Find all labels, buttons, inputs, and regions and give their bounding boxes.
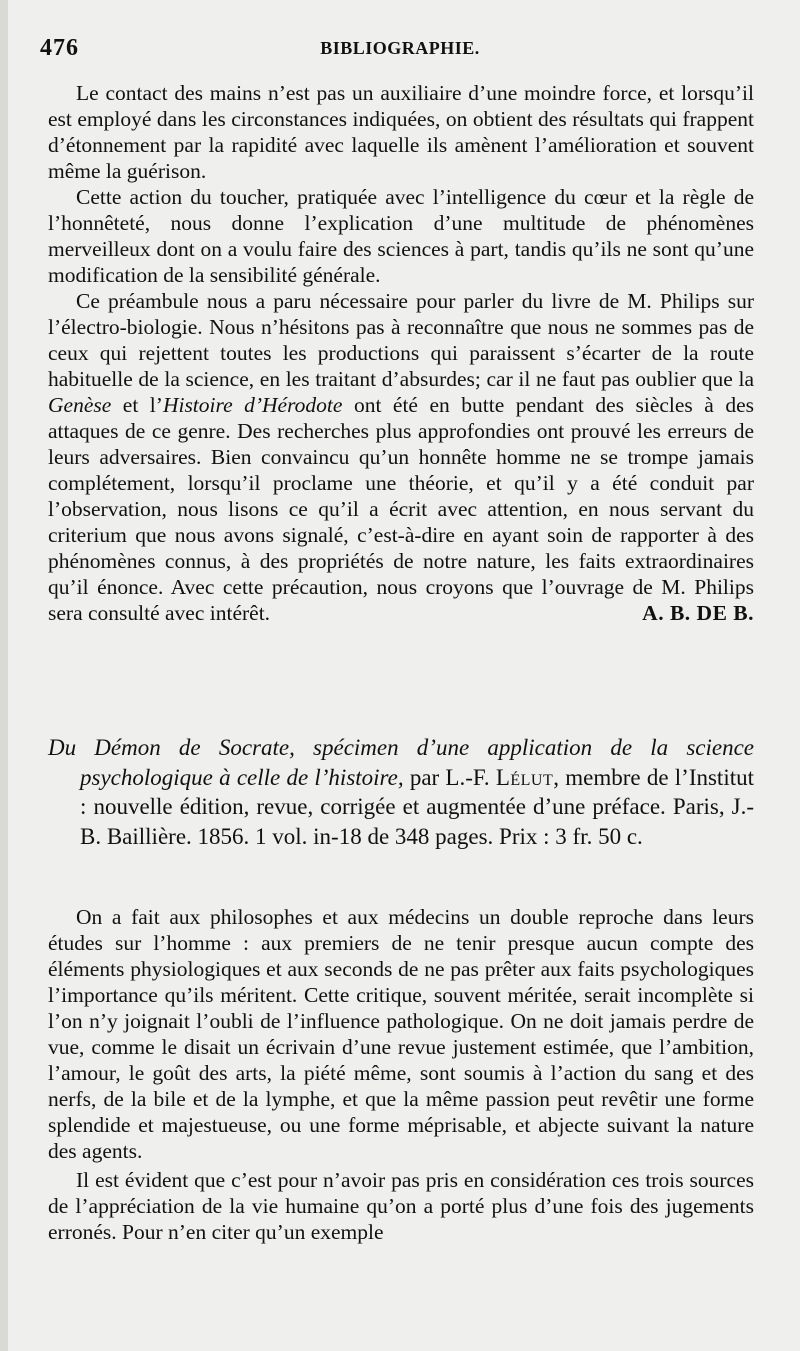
paragraph-text: ont été en butte pendant des siècles à des attaques de ce genre. Des recherches plus approfondies ont prouvé les erreurs de leurs adversaires. Bien convaincu qu’un honnête homme ne se trompe jamais complétement, lorsqu’il proclame une théorie, et qu’il y a été conduit par l’observation, nous lisons ce qu’il a écrit avec attention, en nous servant du criterium que nous avons signalé, c’est-à-dire en ayant soin de rapporter à des phénomènes connus, à des propriétés de notre nature, les faits extraordinaires qu’il énonce. Avec cette précaution, nous croyons que l’ouvrage de M. Philips sera consulté avec intérêt. — [48, 393, 754, 625]
book-title: Du Démon de Socrate, spécimen d’une application de la science psychologique à celle de l’histoire, — [48, 735, 754, 790]
entry-details: , membre de l’Institut : nouvelle édition, revue, corrigée et augmentée d’une préface. Paris, J.-B. Baillière. 1856. 1 vol. in-18 de 348 pages. Prix : 3 fr. 50 c. — [80, 764, 754, 849]
paragraph: Il est évident que c’est pour n’avoir pas pris en considération ces trois sources de l’appréciation de la vie humaine qu’on a porté plus d’une fois des jugements erronés. Pour n’en citer qu’un exemple — [48, 1168, 754, 1244]
paragraph — [48, 288, 754, 626]
review-signature: A. B. DE B. — [642, 601, 754, 625]
paragraph-text: Ce préambule nous a paru nécessaire pour parler du livre de M. Philips sur l’électro-biologie. Nous n’hésitons pas à reconnaître que nous ne sommes pas de ceux qui rejettent toutes les productions qui paraissent s’écarter de la route habituelle de la science, en les traitant d’absurdes; car il ne faut pas oublier que la — [48, 289, 754, 391]
entry-by: par L.-F. — [403, 764, 496, 790]
paragraph: Le contact des mains n’est pas un auxiliaire d’une moindre force, et lorsqu’il est employé dans les circonstances indiquées, on obtient des résultats qui frappent d’étonnement par la rapidité avec laquelle ils amènent l’amélioration et souvent même la guérison. — [48, 81, 754, 183]
review-text-2 — [48, 904, 754, 1245]
running-title: BIBLIOGRAPHIE. — [320, 38, 480, 58]
review-text-1 — [48, 80, 754, 626]
paragraph: On a fait aux philosophes et aux médecins un double reproche dans leurs études sur l’homme : aux premiers de ne tenir presque aucun compte des éléments physiologiques et aux seconds de ne pas prêter aux faits psychologiques l’importance qu’ils méritent. Cette critique, souvent méritée, serait incomplète si l’on n’y joignait l’oubli de l’influence pathologique. On ne doit jamais perdre de vue, comme le disait un écrivain d’une revue justement estimée, que l’ambition, l’amour, le goût des arts, la piété même, sont soumis à l’action du sang et des nerfs, de la bile et de la lymphe, et que la même passion peut revêtir une forme splendide et majestueuse, ou une forme méprisable, et abjecte suivant la nature des agents. — [48, 905, 754, 1163]
book-author: Lélut — [495, 764, 554, 790]
page-number: 476 — [40, 35, 79, 61]
bibliography-entry — [48, 733, 754, 851]
paragraph: Cette action du toucher, pratiquée avec l’intelligence du cœur et la règle de l’honnêteté, nous donne l’explication d’une multitude de phénomènes merveilleux dont on a voulu faire des sciences à part, tandis qu’ils ne sont qu’une modification de la sensibilité générale. — [48, 185, 754, 287]
italic-title: Genèse — [48, 393, 112, 417]
italic-title: Histoire d’Hérodote — [162, 393, 343, 417]
paragraph-text: et l’ — [111, 393, 163, 417]
